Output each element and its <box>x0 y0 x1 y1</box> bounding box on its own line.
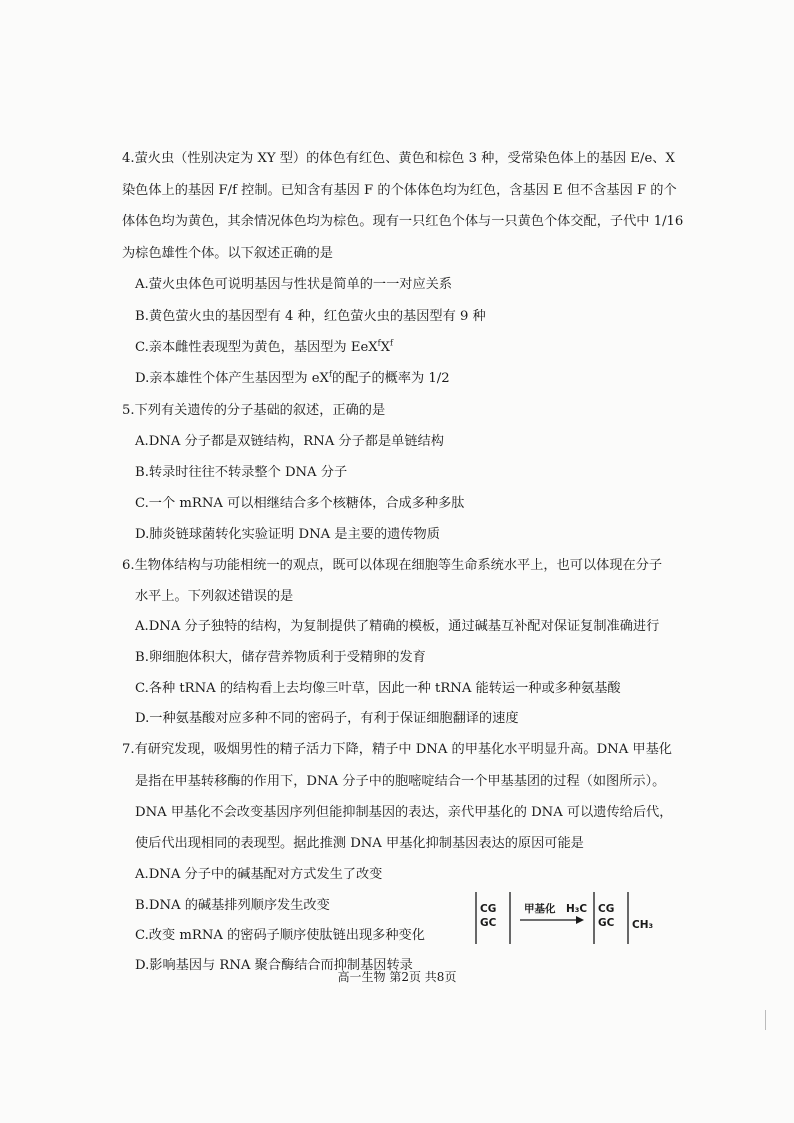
q4-stem-line-2: 染色体上的基因 F/f 控制。已知含有基因 F 的个体体色均为红色，含基因 E 但不含基因 F 的个 <box>122 183 677 198</box>
q6-stem-line-2: 水平上。下列叙述错误的是 <box>135 589 294 604</box>
dna-methylation-diagram <box>466 888 686 948</box>
q6-option-b: B.卵细胞体积大，储存营养物质利于受精卵的发育 <box>135 650 426 665</box>
page-footer: 高一生物 第2页 共8页 <box>337 970 457 984</box>
q7-stem-line-2: 是指在甲基转移酶的作用下，DNA 分子中的胞嘧啶结合一个甲基基团的过程（如图所示）。 <box>135 774 666 789</box>
left-base-pair-bottom: GC <box>480 917 497 929</box>
q4-option-d-tail: 的配子的概率为 1/2 <box>331 371 450 386</box>
methyl-group-top: H₃C <box>566 903 588 915</box>
q7-stem-line-4: 使后代出现相同的表现型。据此推测 DNA 甲基化抑制基因表达的原因可能是 <box>135 836 584 851</box>
right-base-pair-bottom: GC <box>598 917 615 929</box>
q4-stem-line-4: 为棕色雄性个体。以下叙述正确的是 <box>122 246 333 261</box>
q4-option-c-sup1: f <box>377 338 381 348</box>
q7-stem-line-1: 7.有研究发现，吸烟男性的精子活力下降，精子中 DNA 的甲基化水平明显升高。DNA 甲基化 <box>122 742 672 757</box>
methyl-group-bottom: CH₃ <box>632 919 654 931</box>
q4-option-d <box>135 370 450 388</box>
q7-option-c: C.改变 mRNA 的密码子顺序使肽链出现多种变化 <box>135 928 425 943</box>
q4-stem-line-1: 4.萤火虫（性别决定为 XY 型）的体色有红色、黄色和棕色 3 种，受常染色体上的基因 E/e、X <box>122 151 675 166</box>
q7-stem-line-3: DNA 甲基化不会改变基因序列但能抑制基因的表达，亲代甲基化的 DNA 可以遗传给后代， <box>135 805 673 820</box>
q5-option-b: B.转录时往往不转录整个 DNA 分子 <box>135 465 348 480</box>
q4-option-d-sup: f <box>328 369 332 379</box>
q5-option-c: C.一个 mRNA 可以相继结合多个核糖体，合成多种多肽 <box>135 496 465 511</box>
q4-option-c-text: C.亲本雌性表现型为黄色，基因型为 EeX <box>135 340 378 355</box>
q4-option-b: B.黄色萤火虫的基因型有 4 种，红色萤火虫的基因型有 9 种 <box>135 309 486 324</box>
right-base-pair-top: CG <box>598 903 615 915</box>
left-base-pair-top: CG <box>480 903 497 915</box>
q7-option-b: B.DNA 的碱基排列顺序发生改变 <box>135 898 330 913</box>
q4-option-c-mid: X <box>380 340 390 355</box>
q4-option-c <box>135 339 393 357</box>
q4-option-c-sup2: f <box>390 338 393 348</box>
q6-option-a: A.DNA 分子独特的结构，为复制提供了精确的模板，通过碱基互补配对保证复制准确进行 <box>135 619 660 634</box>
q7-option-a: A.DNA 分子中的碱基配对方式发生了改变 <box>135 867 383 882</box>
q6-option-d: D.一种氨基酸对应多种不同的密码子，有利于保证细胞翻译的速度 <box>135 711 519 726</box>
q7-option-d: D.影响基因与 RNA 聚合酶结合而抑制基因转录 <box>135 958 413 973</box>
q4-option-a: A.萤火虫体色可说明基因与性状是简单的一一对应关系 <box>135 277 453 292</box>
q6-stem-line-1: 6.生物体结构与功能相统一的观点，既可以体现在细胞等生命系统水平上，也可以体现在分子 <box>122 558 663 573</box>
arrow-head-icon <box>576 916 584 924</box>
q4-option-d-text: D.亲本雄性个体产生基因型为 eX <box>135 371 329 386</box>
q5-stem: 5.下列有关遗传的分子基础的叙述，正确的是 <box>122 403 386 418</box>
q5-option-d: D.肺炎链球菌转化实验证明 DNA 是主要的遗传物质 <box>135 527 440 542</box>
arrow-label: 甲基化 <box>524 903 556 915</box>
margin-mark <box>765 1010 766 1030</box>
q6-option-c: C.各种 tRNA 的结构看上去均像三叶草，因此一种 tRNA 能转运一种或多种氨基酸 <box>135 681 621 696</box>
q4-stem-line-3: 体体色均为黄色，其余情况体色均为棕色。现有一只红色个体与一只黄色个体交配，子代中 1/16 <box>122 214 684 229</box>
q5-option-a: A.DNA 分子都是双链结构，RNA 分子都是单链结构 <box>135 434 444 449</box>
